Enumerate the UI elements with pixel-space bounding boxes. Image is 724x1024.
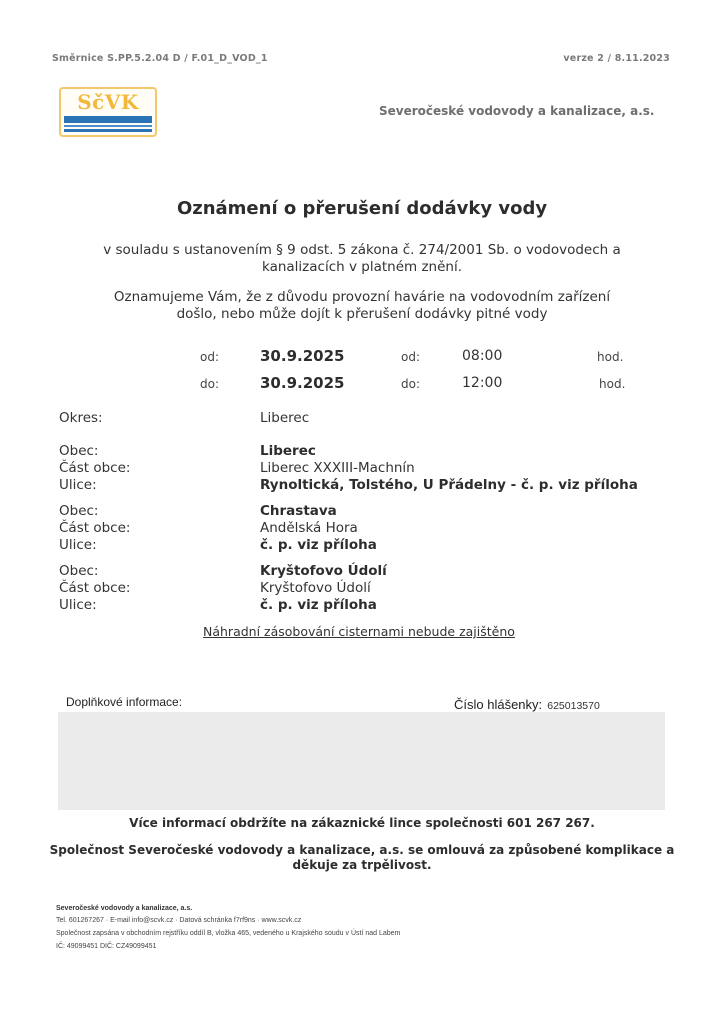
street-value: č. p. viz příloha: [260, 597, 377, 613]
logo-water-stripes: [64, 116, 152, 134]
logo-text: SčVK: [77, 90, 139, 114]
footer-company: Severočeské vodovody a kanalizace, a.s.: [56, 905, 193, 912]
street-value: Rynoltická, Tolstého, U Přádelny - č. p. viz příloha: [260, 477, 638, 493]
from-time: 08:00: [462, 348, 503, 364]
street-label: Ulice:: [59, 537, 97, 553]
to-unit: hod.: [599, 377, 626, 391]
to-date: 30.9.2025: [260, 374, 345, 392]
from-unit: hod.: [597, 350, 624, 364]
additional-info-box: [58, 712, 665, 810]
notice-title: Oznámení o přerušení dodávky vody: [176, 198, 548, 219]
intro-line-2: došlo, nebo může dojít k přerušení dodávky pitné vody: [176, 306, 548, 322]
apology-line-2: děkuje za trpělivost.: [292, 858, 432, 872]
to-date-label: do:: [200, 377, 220, 391]
company-logo: [59, 87, 157, 137]
municipality-value: Kryštofovo Údolí: [260, 563, 387, 579]
street-label: Ulice:: [59, 597, 97, 613]
footer-ids: IČ: 49099451 DIČ: CZ49099451: [56, 943, 157, 950]
footer-registry: Společnost zapsána v obchodním rejstříku oddíl B, vložka 465, vedeného u Krajského soudu v Ústí nad Labem: [56, 930, 401, 937]
legal-basis-line-1: v souladu s ustanovením § 9 odst. 5 zákona č. 274/2001 Sb. o vodovodech a: [103, 242, 621, 258]
footer-contacts: Tel. 601267267 · E-mail info@scvk.cz · Datová schránka f7rf9ns · www.scvk.cz: [56, 917, 302, 924]
tank-supply-note: Náhradní zásobování cisternami nebude zajištěno: [203, 624, 515, 639]
company-name: Severočeské vodovody a kanalizace, a.s.: [379, 104, 655, 118]
legal-basis-line-2: kanalizacích v platném znění.: [261, 259, 462, 275]
version-label: verze 2 / 8.11.2023: [563, 53, 670, 64]
from-time-label: od:: [401, 350, 421, 364]
district-value: Liberec: [260, 410, 310, 426]
report-number-group: [454, 694, 600, 713]
to-time: 12:00: [462, 375, 503, 391]
report-number-label: Číslo hlášenky:: [454, 697, 543, 712]
part-value: Andělská Hora: [260, 520, 358, 536]
part-label: Část obce:: [59, 580, 131, 596]
municipality-label: Obec:: [59, 503, 99, 519]
from-date: 30.9.2025: [260, 347, 345, 365]
part-label: Část obce:: [59, 520, 131, 536]
part-label: Část obce:: [59, 460, 131, 476]
contact-line: Více informací obdržíte na zákaznické lince společnosti 601 267 267.: [129, 816, 595, 830]
municipality-label: Obec:: [59, 443, 99, 459]
municipality-label: Obec:: [59, 563, 99, 579]
municipality-value: Liberec: [260, 443, 316, 459]
municipality-value: Chrastava: [260, 503, 337, 519]
from-date-label: od:: [200, 350, 220, 364]
part-value: Kryštofovo Údolí: [260, 580, 371, 596]
directive-code: Směrnice S.PP.5.2.04 D / F.01_D_VOD_1: [52, 53, 268, 64]
street-label: Ulice:: [59, 477, 97, 493]
additional-info-label: Doplňkové informace:: [66, 695, 183, 709]
street-value: č. p. viz příloha: [260, 537, 377, 553]
apology-line-1: Společnost Severočeské vodovody a kanalizace, a.s. se omlouvá za způsobené komplikace a: [49, 843, 675, 857]
intro-line-1: Oznamujeme Vám, že z důvodu provozní havárie na vodovodním zařízení: [113, 289, 611, 305]
to-time-label: do:: [401, 377, 421, 391]
report-number: 625013570: [547, 700, 600, 712]
part-value: Liberec XXXIII-Machnín: [260, 460, 415, 476]
district-label: Okres:: [59, 410, 103, 426]
